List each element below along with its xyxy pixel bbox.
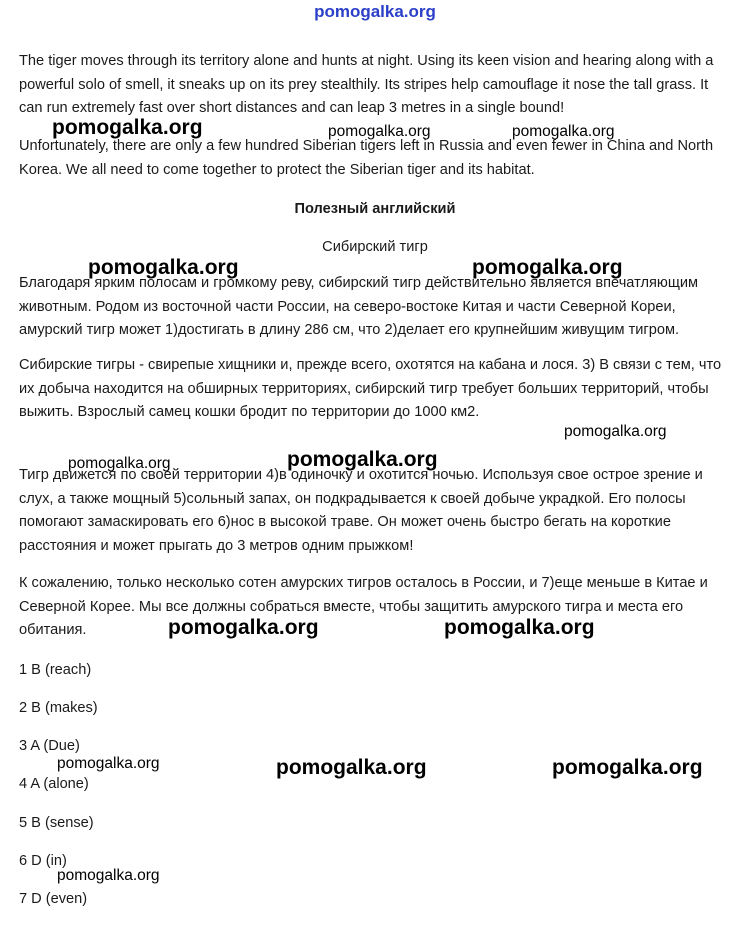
answer-7: 7 D (even) xyxy=(19,891,88,907)
answer-2: 2 B (makes) xyxy=(19,700,98,716)
english-paragraph-1: The tiger moves through its territory alone and hunts at night. Using its keen vision and hearing along with a powerful solo of smell, it sneaks up on its prey stealthily. Its stripes help camouflage it nose the tall grass. It can run extremely fast over short distances and can leap 3 metres in a single bound! xyxy=(19,53,714,116)
watermark: pomogalka.org xyxy=(57,867,160,884)
watermark: pomogalka.org xyxy=(287,448,438,471)
watermark: pomogalka.org xyxy=(444,616,595,639)
watermark: pomogalka.org xyxy=(552,756,703,779)
russian-paragraph-2: Сибирские тигры - свирепые хищники и, прежде всего, охотятся на кабана и лося. 3) В связи с тем, что их добыча находится на обширных территориях, сибирский тигр требует больших территорий, чтобы выжить. Взрослый самец кошки бродит по территории до 1000 км2. xyxy=(19,357,722,420)
watermark: pomogalka.org xyxy=(68,455,171,472)
watermark: pomogalka.org xyxy=(276,756,427,779)
watermark: pomogalka.org xyxy=(472,256,623,279)
answer-4: 4 A (alone) xyxy=(19,776,89,792)
russian-paragraph-1: Благодаря ярким полосам и громкому реву, сибирский тигр действительно является впечатляющим животным. Родом из восточной части России, на северо-востоке Китая и части Северной Кореи, амурский тигр может 1)достигать в длину 286 см, что 2)делает его крупнейшим живущим тигром. xyxy=(19,275,699,338)
answer-3: 3 A (Due) xyxy=(19,738,80,754)
watermark: pomogalka.org xyxy=(88,256,239,279)
answer-5: 5 B (sense) xyxy=(19,815,94,831)
header-site-link[interactable]: pomogalka.org xyxy=(314,2,436,21)
watermark: pomogalka.org xyxy=(168,616,319,639)
watermark: pomogalka.org xyxy=(52,116,203,139)
answer-6: 6 D (in) xyxy=(19,853,67,869)
russian-paragraph-3: Тигр движется по своей территории 4)в одиночку и охотится ночью. Используя свое острое зрение и слух, а также мощный 5)сольный запах, он подкрадывается к своей добыче украдкой. Его полосы помогают замаскировать его 6)нос в высокой траве. Он может очень быстро бегать на короткие расстояния и может прыгать до 3 метров одним прыжком! xyxy=(19,467,703,554)
translation-title: Сибирский тигр xyxy=(322,239,428,255)
watermark: pomogalka.org xyxy=(57,755,160,772)
answer-1: 1 B (reach) xyxy=(19,662,92,678)
watermark: pomogalka.org xyxy=(512,123,615,140)
english-paragraph-2: Unfortunately, there are only a few hundred Siberian tigers left in Russia and even fewer in China and North Korea. We all need to come together to protect the Siberian tiger and its habitat. xyxy=(19,138,714,178)
watermark: pomogalka.org xyxy=(564,423,667,440)
russian-paragraph-4: К сожалению, только несколько сотен амурских тигров осталось в России, и 7)еще меньше в Китае и Северной Корее. Мы все должны собраться вместе, чтобы защитить амурского тигра и места его обитания. xyxy=(19,575,708,638)
watermark: pomogalka.org xyxy=(328,123,431,140)
section-title: Полезный английский xyxy=(294,201,456,217)
